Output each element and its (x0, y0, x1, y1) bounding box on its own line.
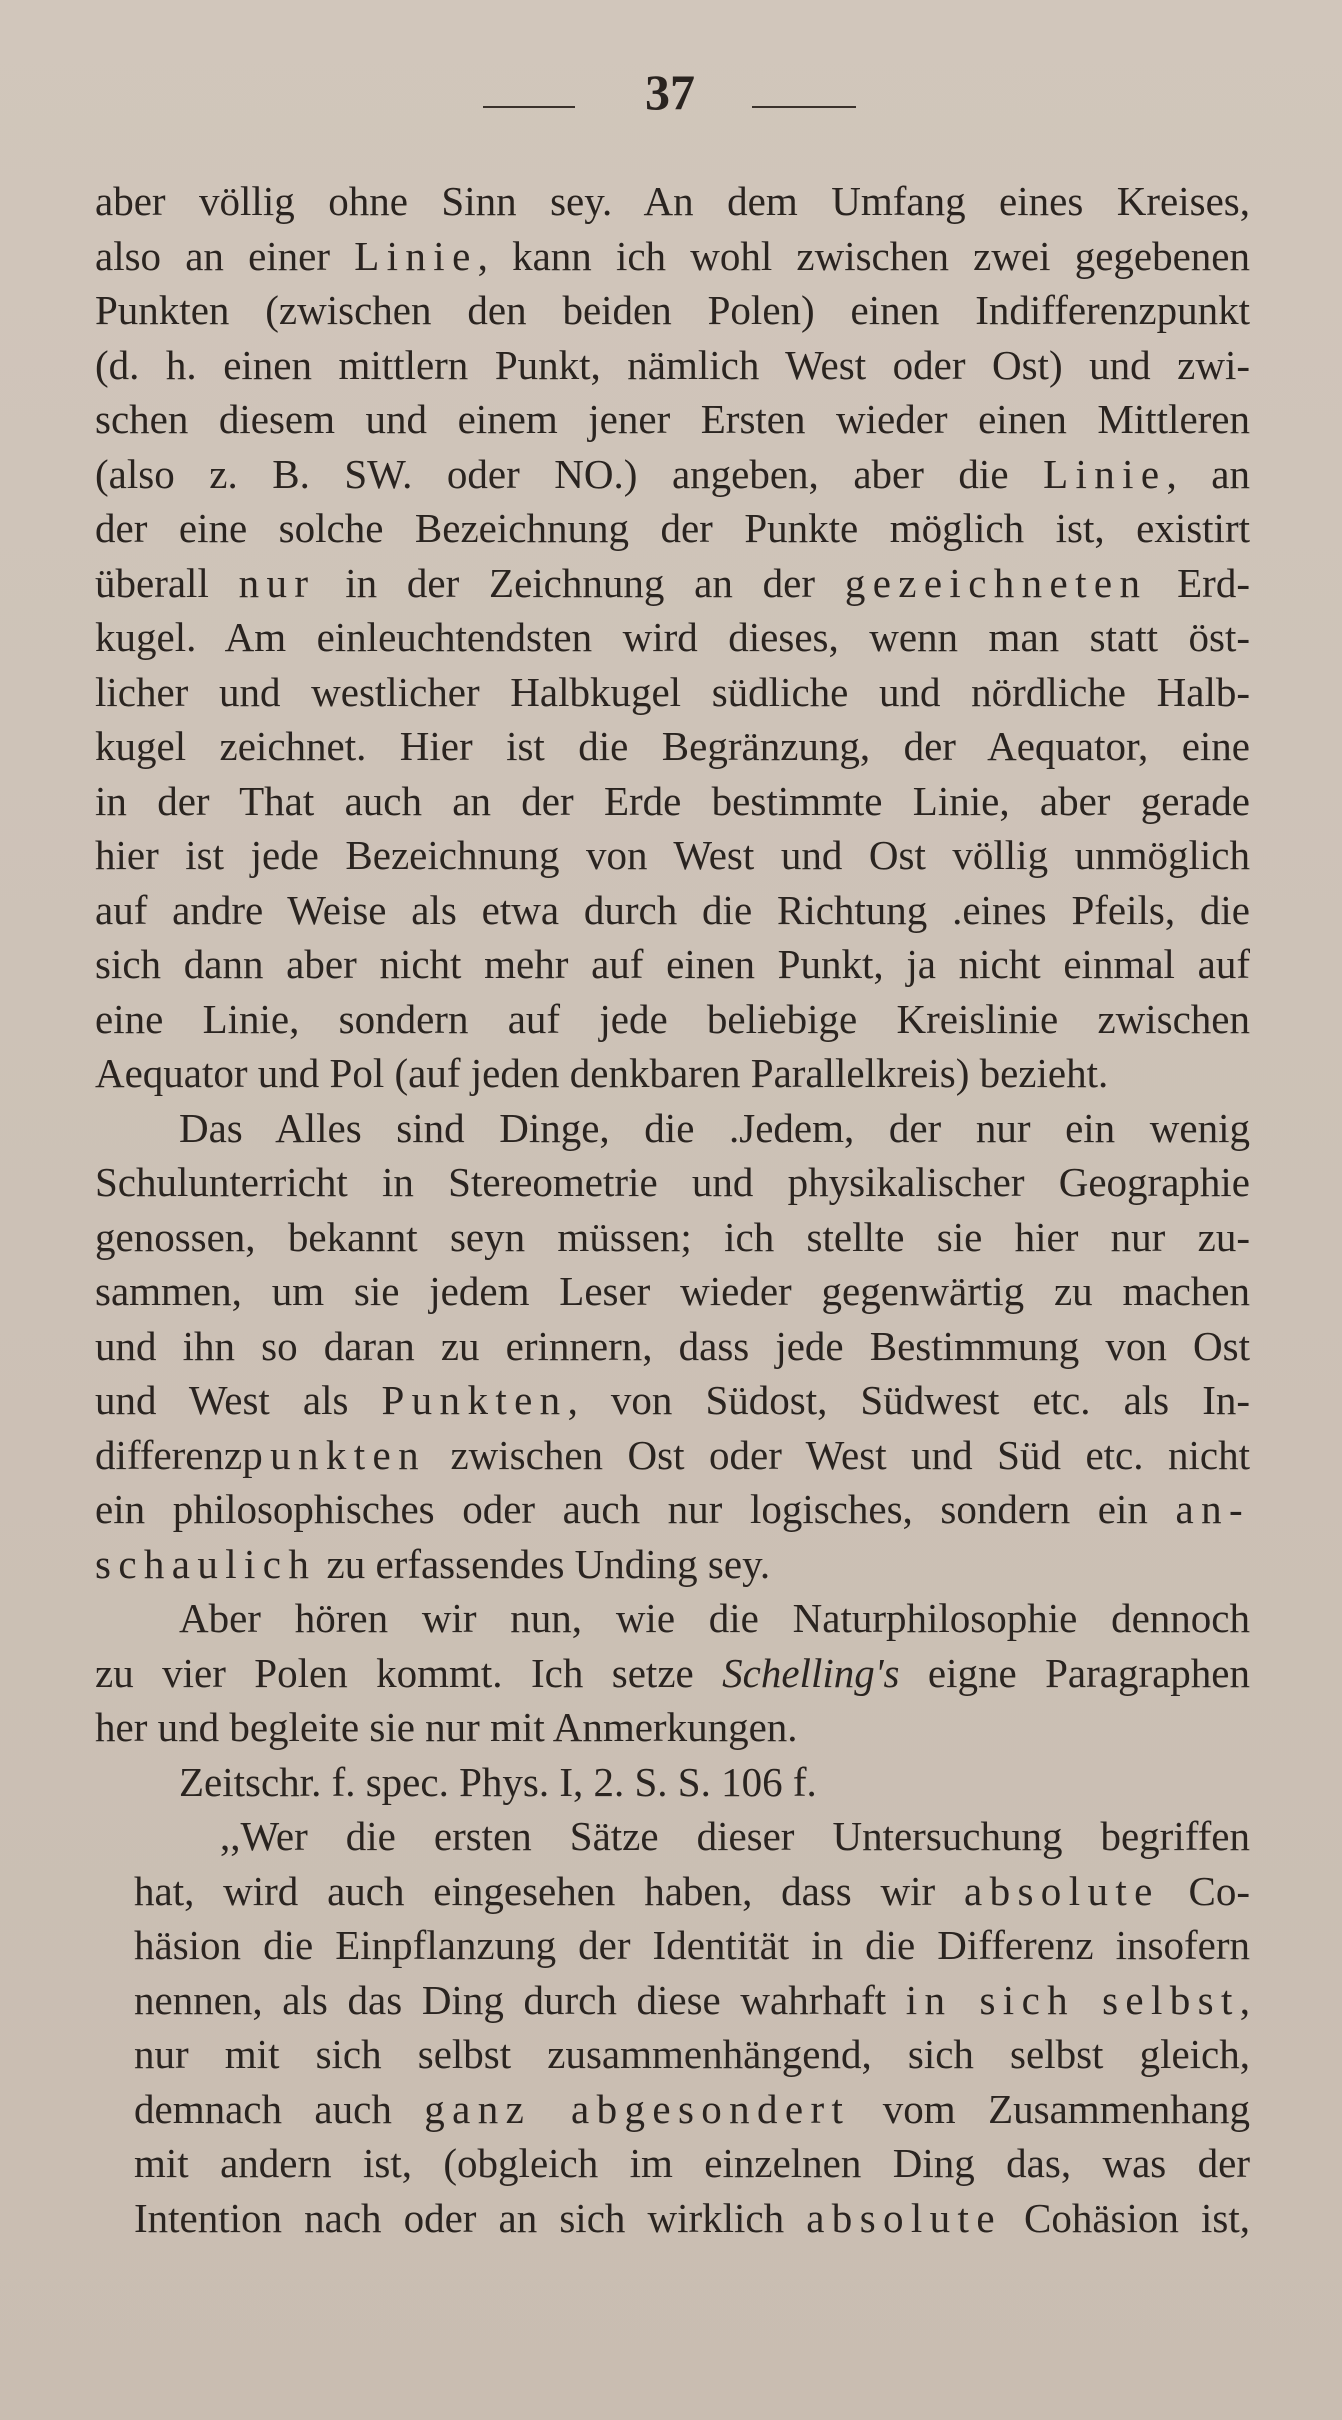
text-run: häsion die Einpflanzung der Identität in die Differenz insofern (134, 1922, 1250, 1968)
page-number: 37 (645, 64, 695, 120)
text-run: demnach auch (134, 2085, 425, 2132)
text-run: Erd- (1147, 559, 1250, 606)
text-line (95, 1646, 1250, 1700)
spaced-emphasis: an- (1175, 1486, 1250, 1532)
text-line (95, 447, 1250, 501)
text-line (95, 883, 1250, 937)
text-line (134, 1973, 1250, 2027)
spaced-emphasis: absolute (964, 1867, 1160, 1914)
spaced-emphasis: Punkten (381, 1377, 568, 1423)
text-run: sich dann aber nicht mehr auf einen Punkt, ja nicht einmal auf (95, 941, 1250, 987)
header-rule-left (483, 106, 575, 108)
text-run: also an einer (95, 232, 355, 279)
text-line (95, 1482, 1250, 1536)
text-run: überall (95, 559, 239, 606)
text-run: , kann ich wohl zwischen zwei gegebenen (477, 232, 1250, 279)
text-run: , von Südost, Südwest etc. als In- (567, 1377, 1250, 1423)
text-run: , an (1166, 450, 1250, 497)
text-line (95, 1428, 1250, 1482)
text-line (95, 1373, 1250, 1427)
text-run: Zeitschr. f. spec. Phys. I, 2. S. S. 106 f. (179, 1758, 817, 1805)
text-line (95, 992, 1250, 1046)
spaced-emphasis: absolute (806, 2194, 1002, 2241)
text-run: , (1239, 1976, 1250, 2023)
text-line (95, 229, 1250, 283)
text-run: Schulunterricht in Stereometrie und physikalischer Geographie (95, 1159, 1250, 1205)
text-line (95, 283, 1250, 337)
text-run: hat, wird auch eingesehen haben, dass wir (134, 1867, 965, 1914)
text-line (95, 610, 1250, 664)
text-run: differenz (95, 1431, 243, 1478)
text-line (95, 338, 1250, 392)
text-line (95, 1210, 1250, 1264)
text-run: nennen, als das Ding durch diese wahrhaft (134, 1976, 906, 2023)
spaced-emphasis: schaulich (95, 1540, 317, 1587)
text-line (134, 1864, 1250, 1918)
text-line (220, 1809, 1250, 1863)
text-run: zu erfassendes Unding sey. (316, 1540, 771, 1587)
text-line (95, 828, 1250, 882)
text-run: zu vier Polen kommt. Ich setze (95, 1649, 723, 1696)
text-line (95, 556, 1250, 610)
text-line (179, 1755, 1250, 1809)
text-run: sammen, um sie jedem Leser wieder gegenwärtig zu machen (95, 1268, 1250, 1314)
text-line (95, 937, 1250, 991)
text-run: kugel. Am einleuchtendsten wird dieses, wenn man statt öst- (95, 614, 1250, 660)
spaced-emphasis: Linie (354, 232, 478, 279)
text-line (134, 2027, 1250, 2081)
text-run: zwischen Ost oder West und Süd etc. nicht (425, 1431, 1250, 1478)
text-run: ,,Wer die ersten Sätze dieser Untersuchung begriffen (220, 1813, 1250, 1859)
italic-name: Schelling's (722, 1649, 900, 1696)
text-run: (also z. B. SW. oder NO.) angeben, aber die (95, 450, 1044, 497)
text-run: Das Alles sind Dinge, die .Jedem, der nur ein wenig (179, 1104, 1250, 1151)
text-run: Punkten (zwischen den beiden Polen) einen Indifferenzpunkt (95, 287, 1250, 333)
text-run: vom Zusammenhang (850, 2085, 1250, 2132)
text-line (95, 1700, 1250, 1754)
header-rule-right (752, 106, 856, 108)
text-line (134, 2136, 1250, 2190)
text-run: eigne Paragraphen (899, 1649, 1250, 1696)
text-line (134, 1918, 1250, 1972)
text-run: Co- (1159, 1867, 1250, 1914)
text-line (179, 1591, 1250, 1645)
text-line (95, 719, 1250, 773)
text-line (134, 2191, 1250, 2245)
text-line (95, 774, 1250, 828)
text-line (95, 174, 1250, 228)
text-line (95, 1537, 1250, 1591)
page-header (0, 62, 1342, 122)
spaced-emphasis: Linie (1043, 450, 1167, 497)
text-run: mit andern ist, (obgleich im einzelnen Ding das, was der (134, 2140, 1250, 2186)
spaced-emphasis: ganz abgesondert (424, 2085, 851, 2132)
text-run: eine Linie, sondern auf jede beliebige Kreislinie zwischen (95, 995, 1250, 1042)
text-run: nur mit sich selbst zusammenhängend, sich selbst gleich, (134, 2031, 1250, 2077)
text-line (95, 1155, 1250, 1209)
text-line (95, 501, 1250, 555)
text-line (95, 1319, 1250, 1373)
text-line (95, 1264, 1250, 1318)
text-run: Aequator und Pol (auf jeden denkbaren Parallelkreis) bezieht. (95, 1050, 1109, 1096)
text-run: der eine solche Bezeichnung der Punkte möglich ist, existirt (95, 505, 1250, 551)
text-run: Intention nach oder an sich wirklich (134, 2194, 807, 2241)
spaced-emphasis: gezeichneten (844, 559, 1148, 606)
text-line (95, 1046, 1250, 1100)
text-line (95, 665, 1250, 719)
text-line (179, 1101, 1250, 1155)
text-run: in der Zeichnung an der (315, 559, 845, 606)
text-run: aber völlig ohne Sinn sey. An dem Umfang eines Kreises, (95, 178, 1250, 224)
text-line (95, 392, 1250, 446)
text-run: schen diesem und einem jener Ersten wieder einen Mittleren (95, 396, 1250, 442)
spaced-emphasis: in sich selbst (905, 1976, 1240, 2023)
text-run: und ihn so daran zu erinnern, dass jede Bestimmung von Ost (95, 1322, 1250, 1369)
text-run: ein philosophisches oder auch nur logisches, sondern ein (95, 1486, 1176, 1532)
text-run: in der That auch an der Erde bestimmte Linie, aber gerade (95, 777, 1250, 824)
text-run: (d. h. einen mittlern Punkt, nämlich West oder Ost) und zwi- (95, 341, 1250, 388)
text-line (134, 2082, 1250, 2136)
text-run: Aber hören wir nun, wie die Naturphilosophie dennoch (179, 1595, 1250, 1641)
text-run: genossen, bekannt seyn müssen; ich stellte sie hier nur zu- (95, 1213, 1250, 1260)
text-run: licher und westlicher Halbkugel südliche und nördliche Halb- (95, 668, 1250, 715)
text-run: und West als (95, 1377, 382, 1423)
text-run: her und begleite sie nur mit Anmerkungen. (95, 1704, 798, 1750)
text-run: hier ist jede Bezeichnung von West und Ost völlig unmöglich (95, 832, 1250, 878)
text-run: Cohäsion ist, (1001, 2194, 1250, 2241)
spaced-emphasis: punkten (242, 1431, 426, 1478)
spaced-emphasis: nur (238, 559, 316, 606)
text-run: auf andre Weise als etwa durch die Richtung .eines Pfeils, die (95, 886, 1250, 933)
text-run: kugel zeichnet. Hier ist die Begränzung, der Aequator, eine (95, 723, 1250, 769)
